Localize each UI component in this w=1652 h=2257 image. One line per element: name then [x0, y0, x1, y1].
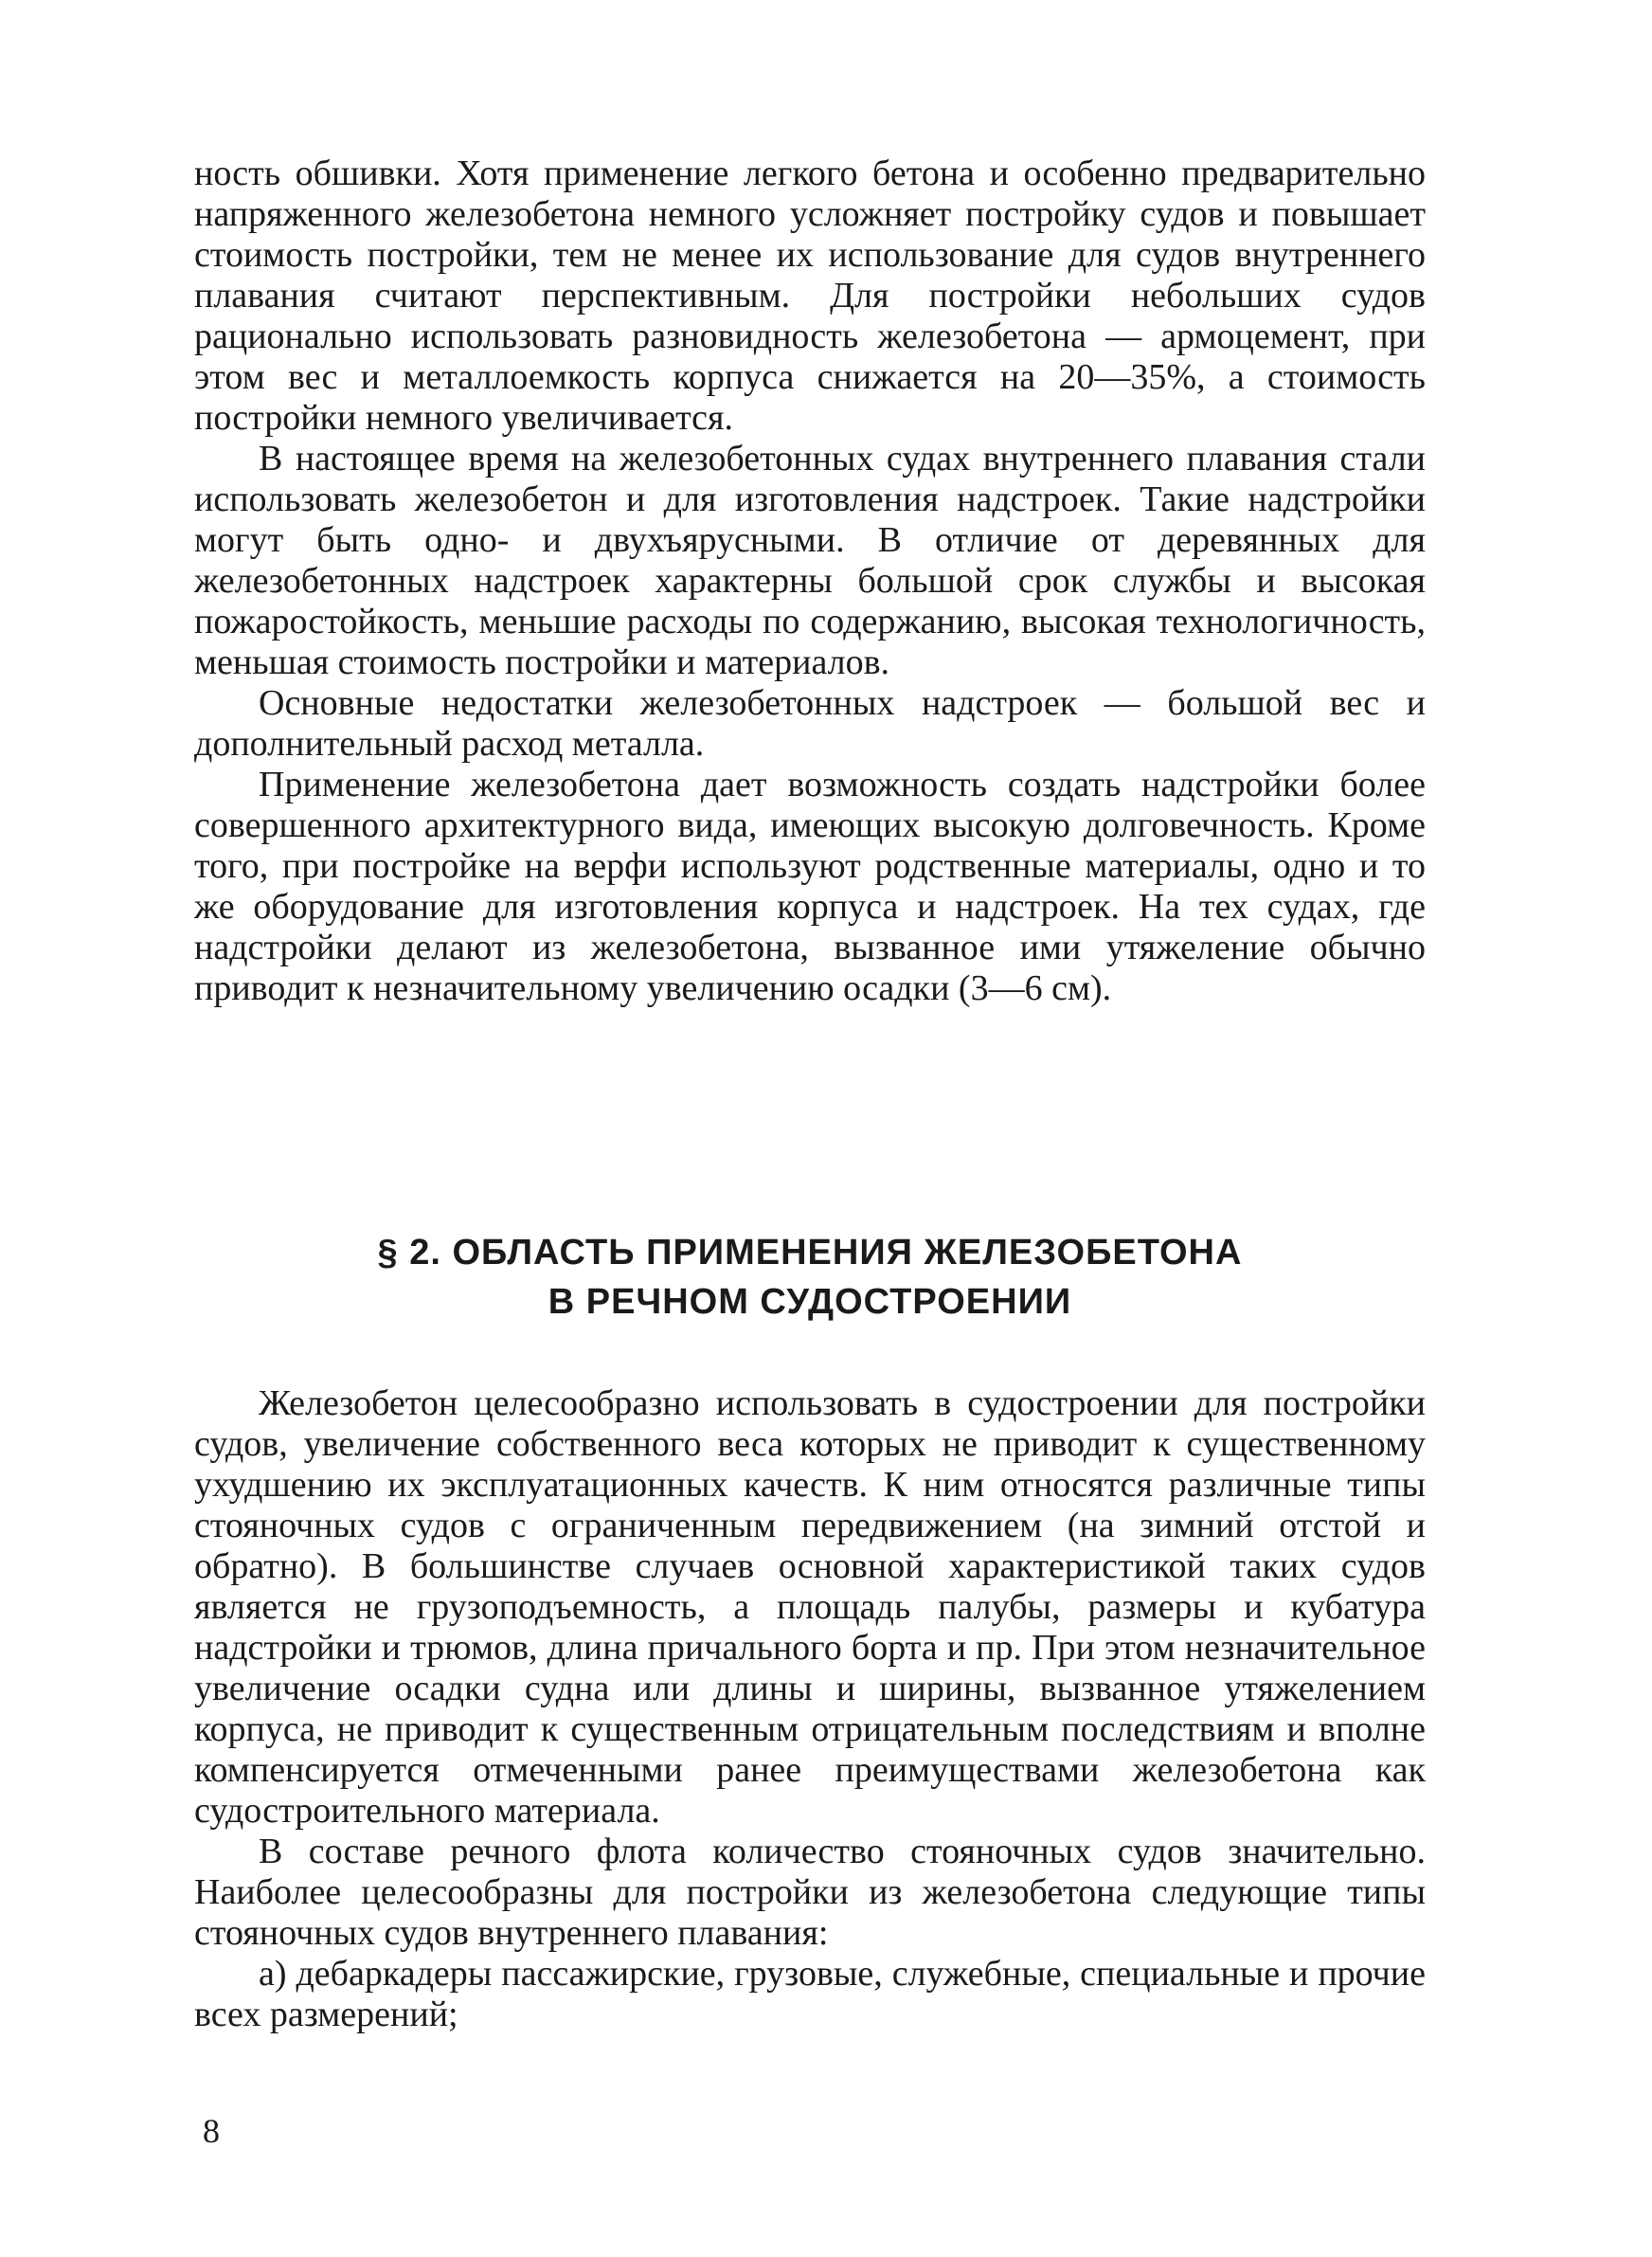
paragraph: Основные недостатки железобетонных надстроек — большой вес и дополнительный расход металла.: [194, 683, 1426, 764]
section-heading-line-1: § 2. ОБЛАСТЬ ПРИМЕНЕНИЯ ЖЕЛЕЗОБЕТОНА: [377, 1233, 1243, 1273]
top-text-block: [194, 153, 1426, 1009]
bottom-text-block: [194, 1383, 1426, 2035]
section-heading: [194, 1228, 1426, 1327]
section-heading-line-2: В РЕЧНОМ СУДОСТРОЕНИИ: [548, 1282, 1072, 1322]
paragraph: В составе речного флота количество стояночных судов значительно. Наиболее целесообразны для постройки из железобетона следующие типы стояночных судов внутреннего плавания:: [194, 1832, 1426, 1953]
page-number: 8: [203, 2112, 220, 2150]
paragraph: ность обшивки. Хотя применение легкого бетона и особенно предварительно напряженного железобетона немного усложняет постройку судов и повышает стоимость постройки, тем не менее их использование для судов внутреннего плавания считают перспективным. Для постройки небольших судов рационально использовать разновидность железобетона — армоцемент, при этом вес и металлоемкость корпуса снижается на 20—35%, а стоимость постройки немного увеличивается.: [194, 153, 1426, 438]
paragraph: В настоящее время на железобетонных судах внутреннего плавания стали использовать железобетон и для изготовления надстроек. Такие надстройки могут быть одно- и двухъярусными. В отличие от деревянных для железобетонных надстроек характерны большой срок службы и высокая пожаростойкость, меньшие расходы по содержанию, высокая технологичность, меньшая стоимость постройки и материалов.: [194, 439, 1426, 682]
paragraph: Железобетон целесообразно использовать в судостроении для постройки судов, увеличение собственного веса которых не приводит к существенному ухудшению их эксплуатационных качеств. К ним относятся различные типы стояночных судов с ограниченным передвижением (на зимний отстой и обратно). В большинстве случаев основной характеристикой таких судов является не грузоподъемность, а площадь палубы, размеры и кубатура надстройки и трюмов, длина причального борта и пр. При этом незначительное увеличение осадки судна или длины и ширины, вызванное утяжелением корпуса, не приводит к существенным отрицательным последствиям и вполне компенсируется отмеченными ранее преимуществами железобетона как судостроительного материала.: [194, 1383, 1426, 1831]
paragraph: Применение железобетона дает возможность создать надстройки более совершенного архитектурного вида, имеющих высокую долговечность. Кроме того, при постройке на верфи используют родственные материалы, одно и то же оборудование для изготовления корпуса и надстроек. На тех судах, где надстройки делают из железобетона, вызванное ими утяжеление обычно приводит к незначительному увеличению осадки (3—6 см).: [194, 765, 1426, 1008]
list-item: а) дебаркадеры пассажирские, грузовые, служебные, специальные и прочие всех размерений;: [194, 1954, 1426, 2034]
